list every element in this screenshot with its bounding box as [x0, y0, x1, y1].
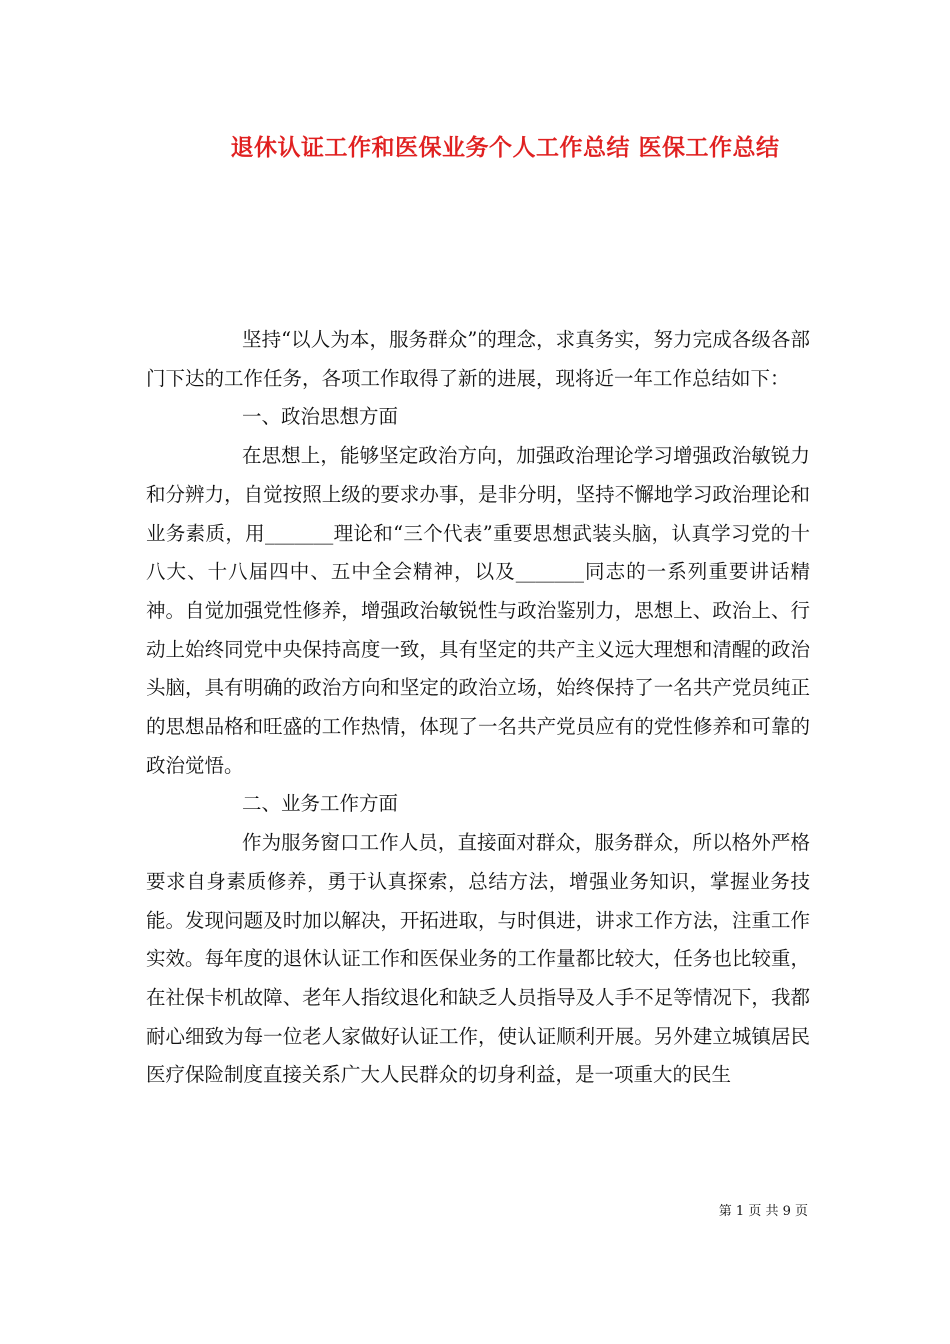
business-paragraph: 作为服务窗口工作人员，直接面对群众，服务群众，所以格外严格要求自身素质修养，勇于认真探索，总结方法，增强业务知识，掌握业务技能。发现问题及时加以解决，开拓进取，与时俱进，讲求工作方法，注重工作实效。每年度的退休认证工作和医保业务的工作量都比较大，任务也比较重，在社保卡机故障、老年人指纹退化和缺乏人员指导及人手不足等情况下，我都耐心细致为每一位老人家做好认证工作，使认证顺利开展。另外建立城镇居民医疗保险制度直接关系广大人民群众的切身利益，是一项重大的民生: [146, 831, 810, 1087]
section-heading-politics: 一、政治思想方面: [242, 405, 399, 429]
section-heading-business: 二、业务工作方面: [242, 792, 399, 816]
politics-paragraph: 在思想上，能够坚定政治方向，加强政治理论学习增强政治敏锐力和分辨力，自觉按照上级的要求办事，是非分明，坚持不懈地学习政治理论和业务素质，用_______理论和“三个代表”重要思想武装头脑，认真学习党的十八大、十八届四中、五中全会精神，以及_______同志的一系列重要讲话精神。自觉加强党性修养，增强政治敏锐性与政治鉴别力，思想上、政治上、行动上始终同党中央保持高度一致，具有坚定的共产主义远大理想和清醒的政治头脑，具有明确的政治方向和坚定的政治立场，始终保持了一名共产党员纯正的思想品格和旺盛的工作热情，体现了一名共产党员应有的党性修养和可靠的政治觉悟。: [146, 444, 810, 777]
document-title: 退休认证工作和医保业务个人工作总结 医保工作总结: [230, 134, 780, 161]
document-body: [146, 321, 810, 1095]
intro-paragraph: 坚持“以人为本，服务群众”的理念，求真务实，努力完成各级各部门下达的工作任务，各项工作取得了新的进展，现将近一年工作总结如下：: [146, 328, 810, 390]
page-number: 第 1 页 共 9 页: [718, 1204, 808, 1219]
